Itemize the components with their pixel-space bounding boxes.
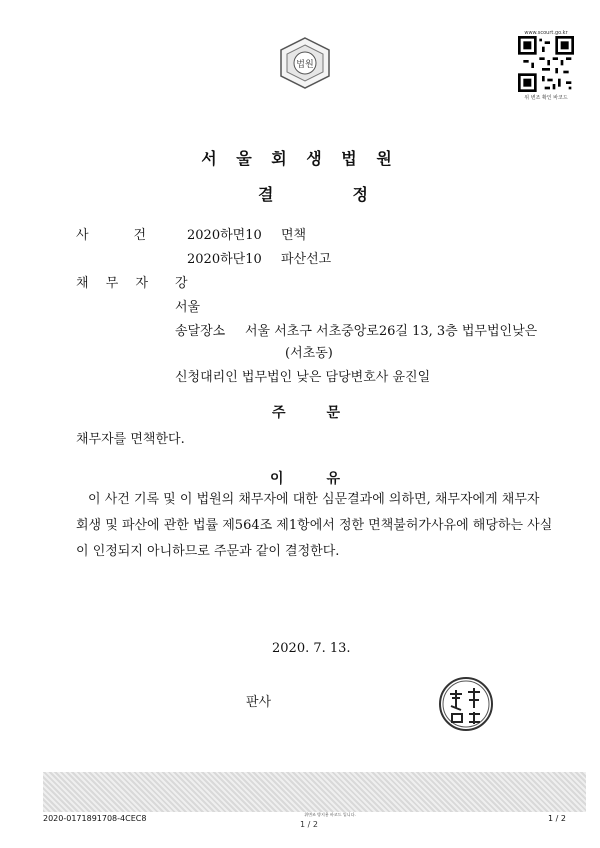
document-type-char: 결 [258,185,274,204]
emblem-text: 법원 [296,60,314,70]
debtor-name: 강 [175,276,188,291]
order-text: 채무자를 면책한다. [76,432,185,447]
reason-body [76,487,566,565]
reason-line: 이 사건 기록 및 이 법원의 채무자에 대한 심문결과에 의하면, 채무자에게 채무자 [88,492,540,507]
qr-caption: 위 변조 확인 바코드 [524,95,568,101]
case-label-char: 건 [133,228,146,243]
order-heading [272,402,340,422]
judge-label: 판사 [246,695,272,710]
judge-seal-stamp [438,676,494,732]
debtor-label-char: 채 [76,276,89,291]
page-number: 1 / 2 [548,814,566,823]
service-label: 송달장소 [175,324,226,339]
document-type [258,182,368,205]
order-heading-char: 문 [326,405,340,421]
debtor-label-char: 무 [105,276,119,291]
reason-heading [270,468,340,488]
order-heading-char: 주 [272,405,286,421]
applicant-agent: 신청대리인 법무법인 낮은 담당변호사 윤진일 [175,370,431,385]
reason-line: 회생 및 파산에 관한 법률 제564조 제1항에서 정한 면책불허가사유에 해당하는 사실 [76,518,553,533]
case-name: 면책 [281,228,307,243]
case-number: 2020하단10 [187,252,262,267]
document-type-char: 정 [352,185,368,204]
footer-barcode-band [43,772,586,812]
service-address-cont: (서초동) [285,346,333,361]
case-name: 파산선고 [281,252,332,267]
case-label-char: 사 [76,228,89,243]
court-name: 서 울 회 생 법 원 [201,149,399,168]
debtor-address: 서울 [175,300,201,315]
qr-url: www.scourt.go.kr [524,30,568,36]
service-address: 서울 서초구 서초중앙로26길 13, 3층 법무법인낮은 [245,324,538,339]
case-number: 2020하면10 [187,228,262,243]
debtor-label [76,272,148,291]
footer-notice: 위변조 방지용 바코드 입니다. [304,812,356,817]
reason-heading-char: 유 [326,471,340,487]
court-emblem [277,35,333,91]
reason-line: 이 인정되지 아니하므로 주문과 같이 결정한다. [76,544,340,559]
debtor-label-char: 자 [135,276,148,291]
case-label [76,224,146,243]
document-id: 2020-0171891708-4CEC8 [43,814,147,823]
qr-code-icon [518,36,574,92]
page-number-center: 1 / 2 [300,820,318,829]
reason-heading-char: 이 [270,471,284,487]
decision-date: 2020. 7. 13. [272,641,351,656]
